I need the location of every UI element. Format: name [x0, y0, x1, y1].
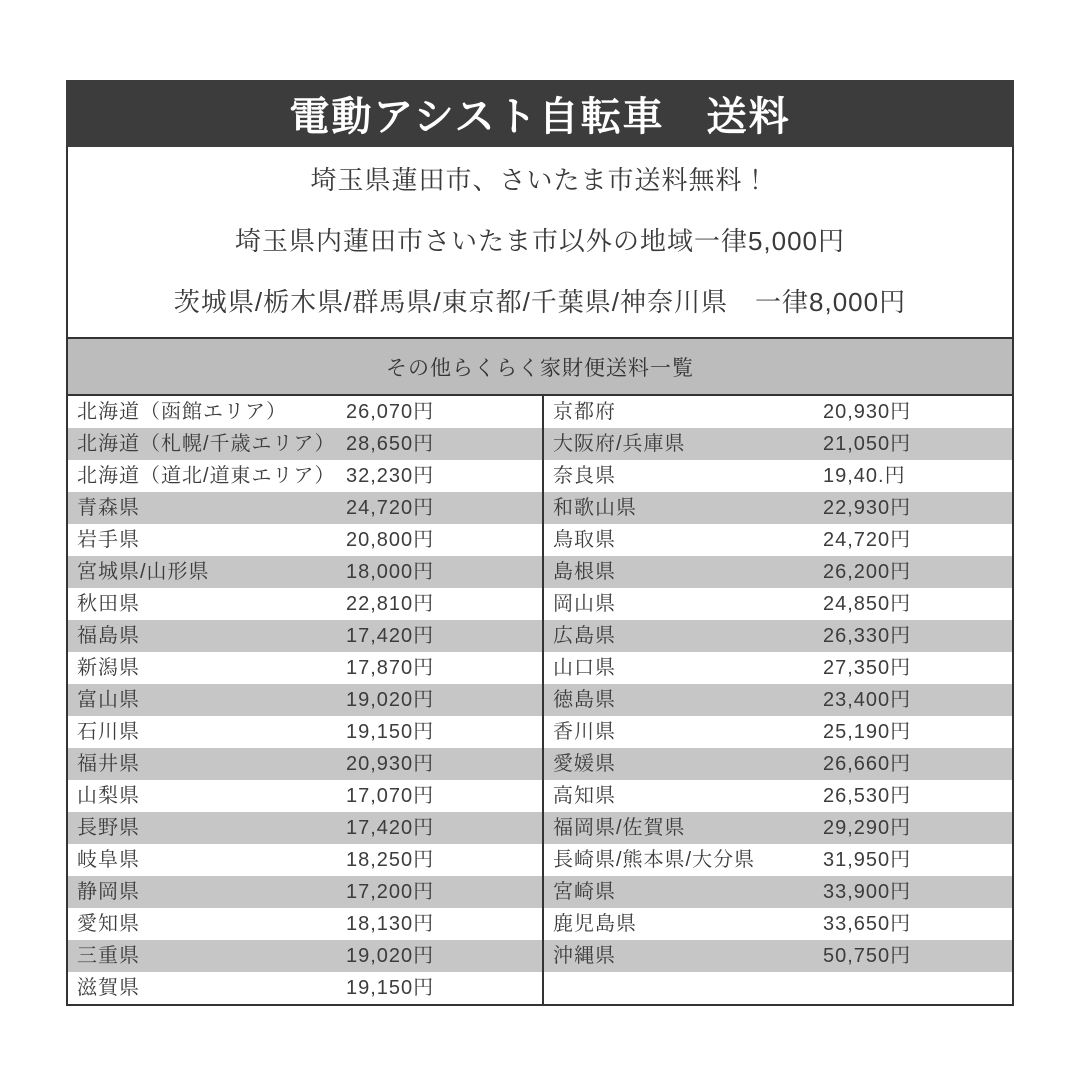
right-price: 20,930円	[823, 401, 912, 423]
left-prefecture: 青森県	[77, 497, 140, 519]
left-prefecture: 岐阜県	[77, 849, 140, 871]
left-price: 18,250円	[346, 849, 435, 871]
shipping-table-body	[66, 396, 1014, 1006]
table-row	[68, 908, 1012, 940]
table-row	[68, 972, 1012, 1004]
page-title: 電動アシスト自転車 送料	[289, 95, 791, 139]
left-price: 17,870円	[346, 657, 435, 679]
subtitle-bar	[66, 337, 1014, 396]
table-row	[68, 812, 1012, 844]
table-row	[68, 780, 1012, 812]
right-prefecture: 鳥取県	[542, 524, 823, 556]
left-price: 32,230円	[346, 465, 435, 487]
left-price: 28,650円	[346, 433, 435, 455]
left-price: 19,150円	[346, 977, 435, 999]
right-price: 21,050円	[823, 433, 912, 455]
table-row	[68, 684, 1012, 716]
right-price: 26,200円	[823, 561, 912, 583]
right-price: 33,650円	[823, 913, 912, 935]
right-price: 29,290円	[823, 817, 912, 839]
left-prefecture: 福島県	[77, 625, 140, 647]
right-prefecture: 愛媛県	[542, 748, 823, 780]
free-shipping-notices	[66, 147, 1014, 337]
right-prefecture: 長崎県/熊本県/大分県	[542, 844, 823, 876]
left-prefecture: 静岡県	[77, 881, 140, 903]
left-prefecture: 石川県	[77, 721, 140, 743]
right-prefecture: 徳島県	[542, 684, 823, 716]
table-row	[68, 588, 1012, 620]
right-prefecture: 福岡県/佐賀県	[542, 812, 823, 844]
right-prefecture: 沖縄県	[542, 940, 823, 972]
notice-saitama-flat-rate: 埼玉県内蓮田市さいたま市以外の地域一律5,000円	[234, 226, 846, 256]
notice-free-shipping: 埼玉県蓮田市、さいたま市送料無料！	[310, 165, 770, 195]
right-prefecture: 鹿児島県	[542, 908, 823, 940]
left-price: 19,020円	[346, 689, 435, 711]
left-price: 22,810円	[346, 593, 435, 615]
left-price: 18,130円	[346, 913, 435, 935]
right-prefecture	[542, 972, 823, 1004]
right-prefecture: 岡山県	[542, 588, 823, 620]
right-prefecture: 京都府	[542, 396, 823, 428]
left-prefecture: 宮城県/山形県	[77, 561, 210, 583]
left-price: 19,020円	[346, 945, 435, 967]
left-prefecture: 山梨県	[77, 785, 140, 807]
right-price: 33,900円	[823, 881, 912, 903]
right-price: 25,190円	[823, 721, 912, 743]
table-subtitle: その他らくらく家財便送料一覧	[386, 356, 694, 380]
table-row	[68, 460, 1012, 492]
left-price: 20,800円	[346, 529, 435, 551]
notice-kanto-flat-rate: 茨城県/栃木県/群馬県/東京都/千葉県/神奈川県 一律8,000円	[173, 287, 907, 317]
left-prefecture: 秋田県	[77, 593, 140, 615]
left-price: 17,420円	[346, 625, 435, 647]
left-prefecture: 富山県	[77, 689, 140, 711]
right-prefecture: 島根県	[542, 556, 823, 588]
table-row	[68, 428, 1012, 460]
table-row	[68, 716, 1012, 748]
right-price	[823, 972, 1012, 1004]
table-row	[68, 876, 1012, 908]
left-prefecture: 長野県	[77, 817, 140, 839]
shipping-info-panel	[66, 80, 1014, 1006]
left-prefecture: 福井県	[77, 753, 140, 775]
right-prefecture: 大阪府/兵庫県	[542, 428, 823, 460]
left-price: 19,150円	[346, 721, 435, 743]
left-price: 24,720円	[346, 497, 435, 519]
left-price: 18,000円	[346, 561, 435, 583]
header-bar	[66, 80, 1014, 147]
right-price: 26,330円	[823, 625, 912, 647]
left-prefecture: 三重県	[77, 945, 140, 967]
table-row	[68, 396, 1012, 428]
right-prefecture: 広島県	[542, 620, 823, 652]
right-price: 23,400円	[823, 689, 912, 711]
table-row	[68, 652, 1012, 684]
table-row	[68, 492, 1012, 524]
right-prefecture: 山口県	[542, 652, 823, 684]
left-prefecture: 北海道（札幌/千歳エリア）	[77, 433, 336, 455]
right-prefecture: 高知県	[542, 780, 823, 812]
right-price: 50,750円	[823, 945, 912, 967]
table-row	[68, 524, 1012, 556]
right-price: 26,660円	[823, 753, 912, 775]
table-row	[68, 620, 1012, 652]
right-price: 27,350円	[823, 657, 912, 679]
left-price: 26,070円	[346, 401, 435, 423]
left-price: 17,420円	[346, 817, 435, 839]
right-prefecture: 和歌山県	[542, 492, 823, 524]
left-price: 20,930円	[346, 753, 435, 775]
right-price: 24,720円	[823, 529, 912, 551]
right-price: 19,40.円	[823, 465, 906, 487]
right-prefecture: 宮崎県	[542, 876, 823, 908]
left-prefecture: 滋賀県	[77, 977, 140, 999]
left-prefecture: 北海道（函館エリア）	[77, 401, 287, 423]
table-row	[68, 556, 1012, 588]
right-prefecture: 奈良県	[542, 460, 823, 492]
left-prefecture: 岩手県	[77, 529, 140, 551]
right-price: 24,850円	[823, 593, 912, 615]
left-price: 17,200円	[346, 881, 435, 903]
left-prefecture: 新潟県	[77, 657, 140, 679]
left-prefecture: 愛知県	[77, 913, 140, 935]
right-prefecture: 香川県	[542, 716, 823, 748]
right-price: 22,930円	[823, 497, 912, 519]
left-prefecture: 北海道（道北/道東エリア）	[77, 465, 336, 487]
left-price: 17,070円	[346, 785, 435, 807]
right-price: 26,530円	[823, 785, 912, 807]
table-row	[68, 748, 1012, 780]
table-row	[68, 940, 1012, 972]
right-price: 31,950円	[823, 849, 912, 871]
table-row	[68, 844, 1012, 876]
